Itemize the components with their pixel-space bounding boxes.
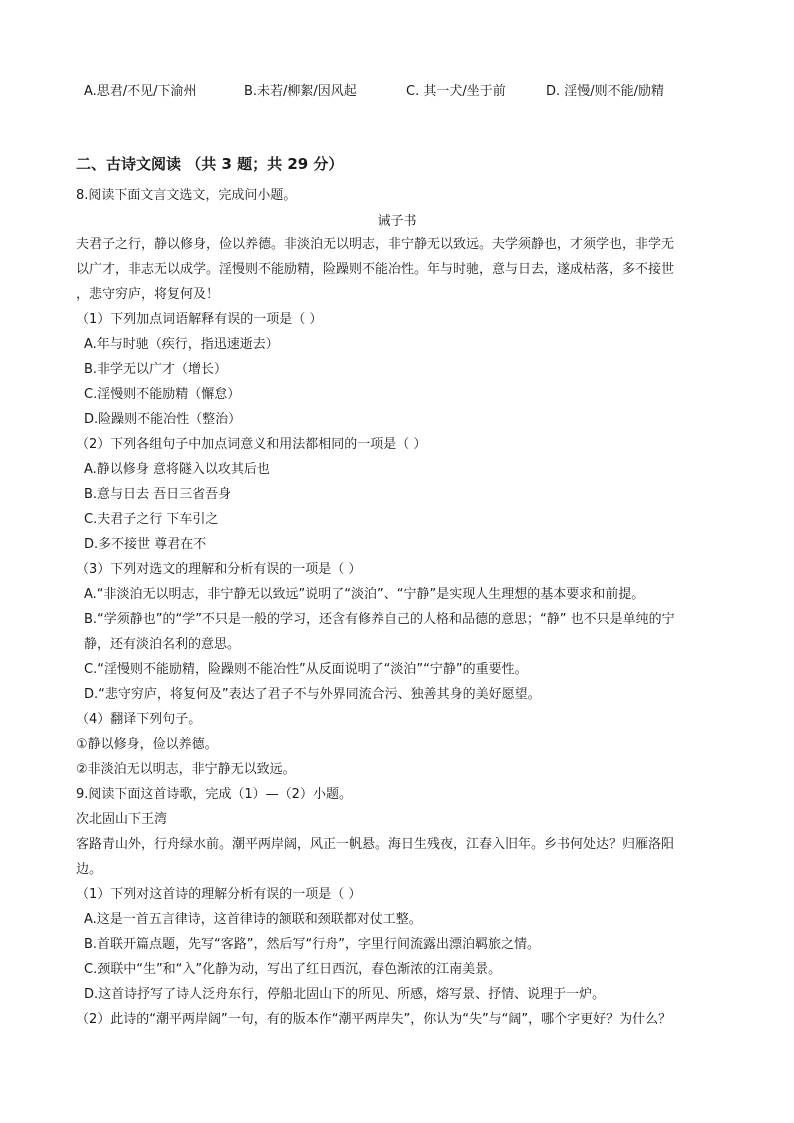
option-d: D. 淫慢/则不能/励精 — [546, 84, 665, 99]
q8-sub3-option: C.“淫慢则不能励精，险躁则不能冶性”从反面说明了“淡泊”“宁静”的重要性。 — [84, 662, 528, 677]
q9-intro: 9.阅读下面这首诗歌，完成（1）—（2）小题。 — [76, 787, 352, 802]
q8-sub4-item: ②非淡泊无以明志，非宁静无以致远。 — [76, 762, 296, 777]
q8-sub2-option: C.夫君子之行 下车引之 — [84, 512, 219, 527]
q8-intro: 8.阅读下面文言文选文，完成问小题。 — [76, 188, 297, 203]
q8-sub2-option: A.静以修身 意将隧入以攻其后也 — [84, 462, 270, 477]
q8-sub3-option: D.“悲守穷庐，将复何及”表达了君子不与外界同流合污、独善其身的美好愿望。 — [84, 687, 541, 702]
option-b: B.未若/柳絮/因风起 — [244, 84, 357, 99]
q8-sub1-option: B.非学无以广才（增长） — [84, 362, 228, 377]
q9-sub2-stem: （2）此诗的“潮平两岸阔”一句，有的版本作“潮平两岸失”，你认为“失”与“阔”，哪个字更好？为什么？ — [76, 1012, 672, 1027]
q8-passage-line: ，悲守穷庐，将复何及！ — [76, 287, 220, 302]
q8-sub3-option: 静，还有淡泊名利的意思。 — [84, 637, 241, 652]
q8-sub1-option: C.淫慢则不能励精（懈怠） — [84, 387, 241, 402]
q8-sub2-option: B.意与日去 吾日三省吾身 — [84, 487, 232, 502]
q9-sub1-option: C.颈联中“生”和“入”化静为动，写出了红日西沉，春色渐浓的江南美景。 — [84, 962, 502, 977]
q8-sub4-stem: （4）翻译下列句子。 — [76, 712, 202, 727]
q9-poem-line: 客路青山外，行舟绿水前。潮平两岸阔，风正一帆悬。海日生残夜，江春入旧年。乡书何处达？归雁洛阳 — [76, 837, 675, 852]
option-a: A.思君/不见/下渝州 — [84, 84, 197, 99]
q8-passage-title: 诫子书 — [377, 214, 417, 229]
q8-sub3-option: B.“学须静也”的“学”不只是一般的学习，还含有修养自己的人格和品德的意思；“静” 也不只是单纯的宁 — [84, 612, 675, 627]
previous-question-options — [84, 80, 764, 100]
q8-passage-line: 夫君子之行，静以修身，俭以养德。非淡泊无以明志，非宁静无以致远。夫学须静也，才须学也，非学无 — [76, 237, 675, 252]
q8-sub2-stem: （2）下列各组句子中加点词意义和用法都相同的一项是（ ） — [76, 437, 427, 452]
q8-sub1-stem: （1）下列加点词语解释有误的一项是（ ） — [76, 312, 323, 327]
q9-poem-line: 边。 — [76, 862, 103, 877]
q9-poem-title: 次北固山下王湾 — [76, 812, 168, 827]
q9-sub1-stem: （1）下列对这首诗的理解分析有误的一项是（ ） — [76, 887, 362, 902]
option-c: C. 其一犬/坐于前 — [406, 84, 506, 99]
section-title: 二、古诗文阅读 （共 3 题；共 29 分） — [76, 155, 344, 173]
q8-sub3-option: A.“非淡泊无以明志，非宁静无以致远”说明了“淡泊”、“宁静”是实现人生理想的基本要求和前提。 — [84, 587, 645, 602]
q8-sub1-option: A.年与时驰（疾行，指迅速逝去） — [84, 337, 279, 352]
q8-sub1-option: D.险躁则不能冶性（整治） — [84, 412, 242, 427]
q8-sub2-option: D.多不接世 尊君在不 — [84, 537, 207, 552]
q8-sub4-item: ①静以修身，俭以养德。 — [76, 737, 218, 752]
q9-sub1-option: B.首联开篇点题，先写“客路”，然后写“行舟”，字里行间流露出漂泊羁旅之情。 — [84, 937, 540, 952]
q8-passage-line: 以广才，非志无以成学。淫慢则不能励精，险躁则不能冶性。年与时驰，意与日去，遂成枯落，多不接世 — [76, 262, 675, 277]
q9-sub1-option: D.这首诗抒写了诗人泛舟东行，停船北固山下的所见、所感，熔写景、抒情、说理于一炉。 — [84, 987, 606, 1002]
q9-sub1-option: A.这是一首五言律诗，这首律诗的颔联和颈联都对仗工整。 — [84, 912, 422, 927]
q8-sub3-stem: （3）下列对选文的理解和分析有误的一项是（ ） — [76, 562, 362, 577]
